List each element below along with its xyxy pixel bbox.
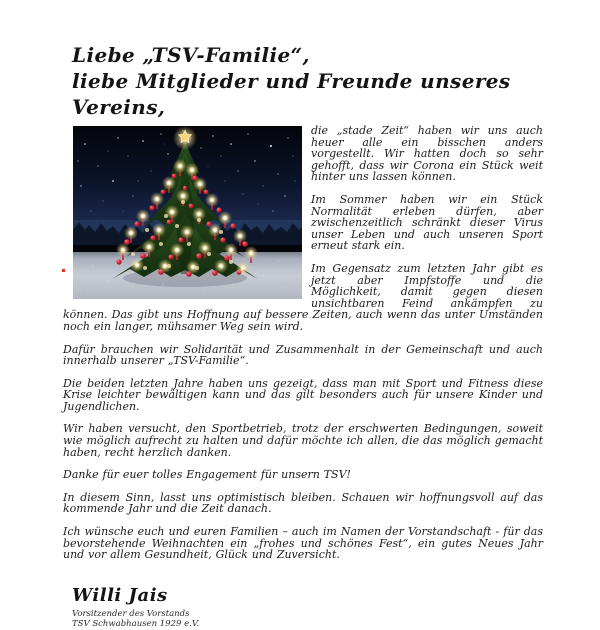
- signature-block: [72, 585, 543, 629]
- star-topper: [173, 126, 197, 150]
- signature-name: Willi Jais: [72, 584, 168, 606]
- signature-role: Vorsitzender des Vorstands: [72, 608, 190, 619]
- salutation-heading: [72, 42, 543, 120]
- salutation-line-2: liebe Mitglieder und Freunde unseres Vereins,: [72, 69, 511, 119]
- christmas-tree-illustration: [73, 126, 302, 299]
- paragraph-8: In diesem Sinn, lasst uns optimistisch bleiben. Schauen wir hoffnungsvoll auf das kommende Jahr und die Zeit danach.: [63, 490, 543, 516]
- paragraph-1: die „stade Zeit“ haben wir uns auch heuer alle ein bisschen anders vorgestellt. Wir hatten doch so sehr gehofft, dass wir Corona ein Stück weit hinter uns lassen können.: [311, 124, 543, 184]
- signature-club: TSV Schwabhausen 1929 e.V.: [72, 618, 200, 629]
- paragraph-2: Im Sommer haben wir ein Stück Normalität erleben dürfen, aber zwischenzeitlich schränkt dieser Virus unser Leben und auch unseren Sport erneut stark ein.: [311, 192, 543, 253]
- christmas-tree-image: [73, 126, 302, 299]
- paragraph-3: Im Gegensatz zum letzten Jahr gibt es jetzt aber Impfstoffe und die Möglichkeit, damit gegen diesen unsichtbaren Feind ankämpfen zu können. Das gibt uns Hoffnung auf bessere Zeiten, auch wenn das unter Umständen noch ein langer, mühsamer Weg sein wird.: [63, 261, 543, 333]
- paragraph-5: Die beiden letzten Jahre haben uns gezeigt, dass man mit Sport und Fitness diese Krise leichter bewältigen kann und das gilt besonders auch für unsere Kinder und Jugendlichen.: [63, 376, 543, 413]
- paragraph-6: Wir haben versucht, den Sportbetrieb, trotz der erschwerten Bedingungen, soweit wie möglich aufrecht zu halten und dafür möchte ich allen, die das möglich gemacht haben, recht herzlich danken.: [63, 422, 543, 459]
- salutation-line-1: Liebe „TSV-Familie“,: [72, 43, 310, 67]
- paragraph-7: Danke für euer tolles Engagement für unsern TSV!: [63, 468, 351, 482]
- red-artifact-dot: [62, 269, 65, 272]
- paragraph-4: Dafür brauchen wir Solidarität und Zusammenhalt in der Gemeinschaft und auch innerhalb unserer „TSV-Familie“.: [63, 342, 543, 368]
- paragraph-9: Ich wünsche euch und euren Familien – auch im Namen der Vorstandschaft - für das bevorstehende Weihnachten ein „frohes und schönes Fest“, ein gutes Neues Jahr und vor allem Gesundheit, Glück und Zuversicht.: [63, 525, 543, 562]
